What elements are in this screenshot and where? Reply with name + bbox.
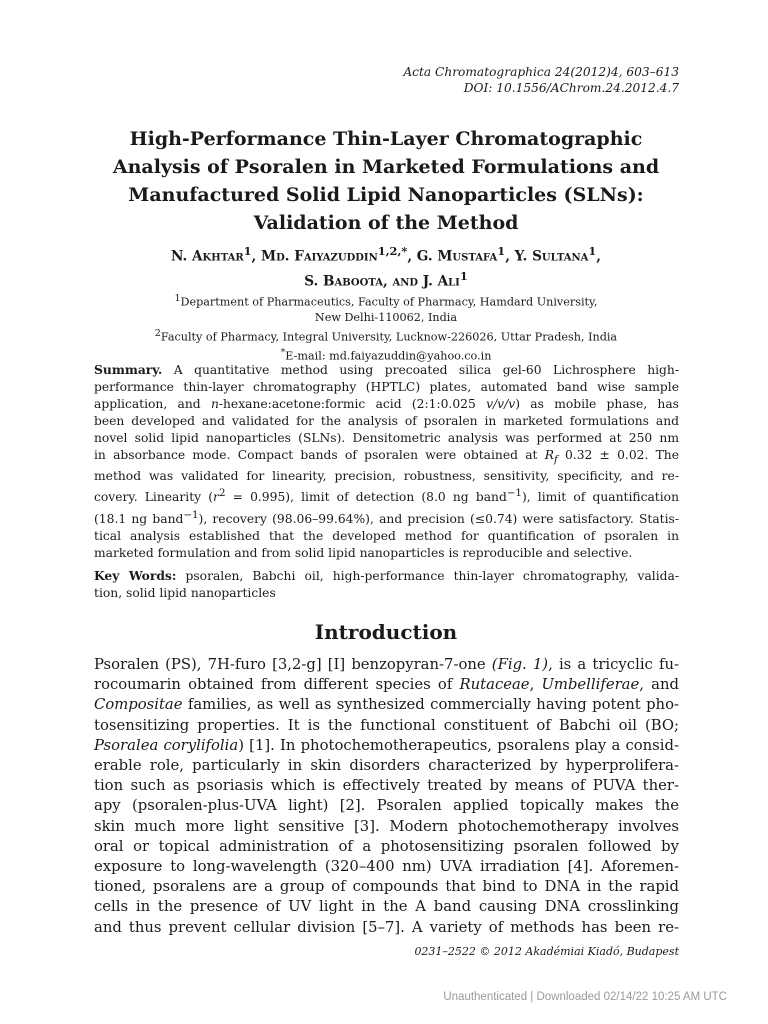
author-separator: , [251,248,262,265]
summary-line: Summary. A quantitative method using precoated silica gel-60 Lichrosphere high- [94,362,679,377]
author-name: S. Baboota [304,273,383,290]
author-line [90,242,682,267]
author-list [90,242,682,291]
body-line: Psoralea corylifolia) [1]. In photochemotherapeutics, psoralens play a consid- [94,736,679,754]
figure-reference: (Fig. 1) [491,656,549,673]
title-line: Analysis of Psoralen in Marketed Formulations and [112,156,660,178]
body-line: Compositae families, as well as synthesized commercially having potent pho- [94,696,679,714]
author-name: G. Mustafa [416,248,498,265]
body-line: cells in the presence of UV light in the A band causing DNA crosslinking [94,898,679,916]
journal-doi: DOI: 10.1556/AChrom.24.2012.4.7 [463,81,679,95]
body-line: Psoralen (PS), 7H-furo [3,2-g] [I] benzopyran-7-one (Fig. 1), is a tricyclic fu- [94,656,679,673]
body-line: tion such as psoriasis which is effectively treated by means of PUVA ther- [94,777,679,795]
journal-citation: Acta Chromatographica 24(2012)4, 603–613 [403,65,679,79]
affiliation-2-line [90,326,682,345]
download-watermark: Unauthenticated | Downloaded 02/14/22 10:25 AM UTC [443,991,727,1003]
author-separator: , and [382,273,423,290]
author-affiliation-mark: 1 [243,244,252,258]
keywords-line: tion, solid lipid nanoparticles [94,586,276,600]
summary-line: method was validated for linearity, precision, robustness, sensitivity, specificity, and re- [94,469,679,484]
affiliation-1-line [90,291,682,310]
summary-line: been developed and validated for the analysis of psoralen in marketed formulations and [94,414,679,428]
body-line: oral or topical administration of a photosensitizing psoralen followed by [94,837,679,855]
section-heading-introduction: Introduction [314,620,458,644]
author-affiliation-mark: 1 [497,244,506,258]
affiliation-text: Department of Pharmaceutics, Faculty of Pharmacy, Hamdard University, [180,295,598,309]
author-line [90,267,682,292]
journal-reference [403,64,679,96]
body-line: tioned, psoralens are a group of compounds that bind to DNA in the rapid [94,878,679,896]
summary-line: tical analysis established that the developed method for quantification of psoralen in [94,528,679,543]
author-separator: , [407,248,417,265]
title-line: Validation of the Method [253,212,519,234]
email-text: E-mail: md.faiyazuddin@yahoo.co.in [285,349,492,363]
summary-line: application, and n-hexane:acetone:formic acid (2:1:0.025 v/v/v) as mobile phase, has [94,397,679,411]
author-name: Y. Sultana [514,248,589,265]
keywords-line: Key Words: psoralen, Babchi oil, high-performance thin-layer chromatography, valida- [94,568,679,583]
body-line: erable role, particularly in skin disorders characterized by hyperprolifera- [94,757,679,775]
author-separator: , [505,248,515,265]
author-affiliation-mark: 1,2,* [377,244,408,258]
author-affiliation-mark: 1 [459,268,468,283]
author-affiliation-mark: 1 [588,244,597,258]
author-separator: , [596,248,602,265]
title-line: High-Performance Thin-Layer Chromatographic [129,128,643,150]
body-line: skin much more light sensitive [3]. Modern photochemotherapy involves [94,817,679,835]
key-words [94,567,679,602]
summary-label: Summary. [94,362,163,377]
body-line: tosensitizing properties. It is the functional constituent of Babchi oil (BO; [94,716,679,734]
affiliation-1-line-2: New Delhi-110062, India [314,311,458,325]
body-line: and thus prevent cellular division [5–7]. A variety of methods has been re- [94,918,679,936]
summary-line: novel solid lipid nanoparticles (SLNs). Densitometric analysis was performed at 250 nm [94,431,679,445]
keywords-label: Key Words: [94,568,177,583]
summary-line: marketed formulation and from solid lipid nanoparticles is reproducible and selective. [94,545,633,560]
author-name: Md. Faiyazuddin [261,248,378,265]
body-line: exposure to long-wavelength (320–400 nm) UVA irradiation [4]. Aforemen- [94,858,679,876]
affiliation-mark: 2 [154,327,161,339]
summary-abstract [94,361,679,562]
author-name: N. Akhtar [170,248,244,265]
copyright-footer: 0231–2522 © 2012 Akadémiai Kiadó, Budapest [414,945,679,958]
affiliations [90,291,682,364]
summary-line: covery. Linearity $(r^2 = 0.995)$, limit of detection (8.0 ng band$^{-1}$), limit of quantification [94,487,679,505]
introduction-body [94,655,679,938]
paper-title [90,125,682,237]
title-line: Manufactured Solid Lipid Nanoparticles (SLNs): [128,184,644,206]
body-line: rocoumarin obtained from different species of Rutaceae, Umbelliferae, and [94,676,679,694]
author-name: J. Ali [422,273,460,290]
affiliation-mark: 1 [174,293,181,304]
body-line: apy (psoralen-plus-UVA light) [2]. Psoralen applied topically makes the [94,797,679,815]
summary-line: performance thin-layer chromatography (HPTLC) plates, automated band wise sample [94,380,679,394]
summary-line: (18.1 ng band$^{-1}$), recovery (98.06–99.64%), and precision (≤0.74) were satisfactory. Statis- [94,508,679,526]
summary-line: in absorbance mode. Compact bands of psoralen were obtained at $R_f$ 0.32 ± 0.02. The [94,448,679,466]
affiliation-text: Faculty of Pharmacy, Integral University, Lucknow-226026, Uttar Pradesh, India [160,330,618,344]
corresponding-mark: * [280,346,286,358]
